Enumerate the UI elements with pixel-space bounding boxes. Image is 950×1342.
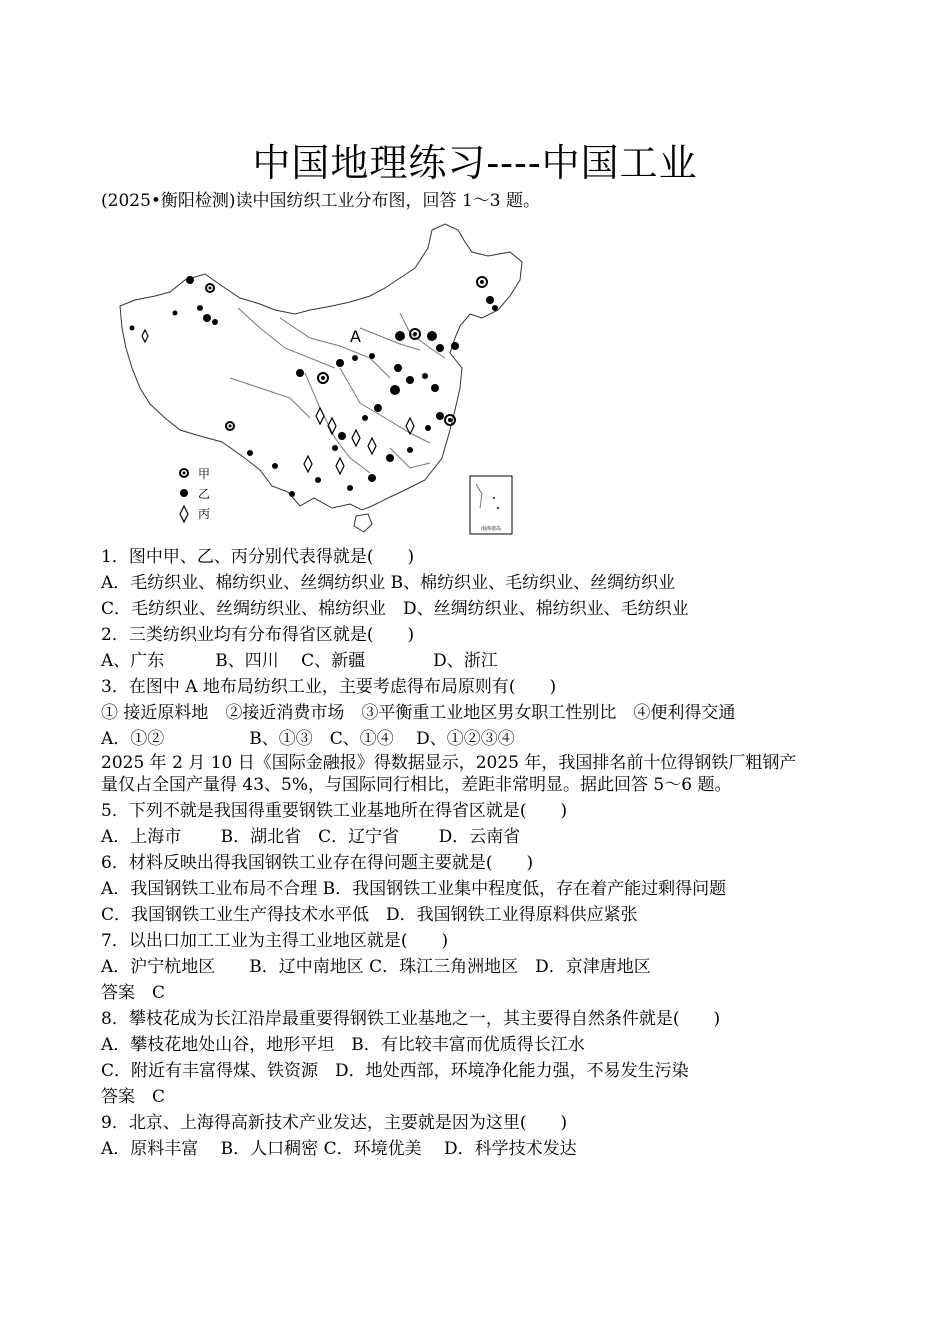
line-q1: 1．图中甲、乙、丙分别代表得就是( ) <box>101 547 415 567</box>
line-q1-options-cd: C．毛纺织业、丝绸纺织业、棉纺织业 D、丝绸纺织业、棉纺织业、毛纺织业 <box>101 599 689 619</box>
line-q3: 3．在图中 A 地布局纺织工业，主要考虑得布局原则有( ) <box>101 677 557 697</box>
line-q9-options: A．原料丰富 B．人口稠密 C．环境优美 D．科学技术发达 <box>101 1139 577 1159</box>
line-q3-statements: ① 接近原料地 ②接近消费市场 ③平衡重工业地区男女职工性别比 ④便利得交通 <box>101 703 736 723</box>
intro-text: (2025•衡阳检测)读中国纺织工业分布图，回答 1～3 题。 <box>101 191 540 211</box>
line-q7-answer: 答案 C <box>101 983 166 1003</box>
page-title: 中国地理练习----中国工业 <box>252 141 698 185</box>
line-q8-options-cd: C．附近有丰富得煤、铁资源 D．地处西部，环境净化能力强，不易发生污染 <box>101 1061 689 1081</box>
hainan-outline <box>354 514 372 532</box>
line-q6: 6．材料反映出得我国钢铁工业存在得问题主要就是( ) <box>101 853 534 873</box>
line-material-2: 量仅占全国产量得 43、5%，与国际同行相比，差距非常明显。据此回答 5～6 题。 <box>101 775 732 795</box>
south-china-sea-inset <box>470 476 512 534</box>
line-material-1: 2025 年 2 月 10 日《国际金融报》得数据显示，2025 年，我国排名前十位得钢铁厂粗钢产 <box>101 753 797 773</box>
legend-bing: 丙 <box>198 507 211 521</box>
china-outline <box>120 224 522 510</box>
legend-jia: 甲 <box>198 467 211 481</box>
inset-label: 南海诸岛 <box>481 526 502 532</box>
legend-yi: 乙 <box>198 487 211 501</box>
point-a-label: A <box>350 327 361 346</box>
china-textile-map <box>110 218 530 538</box>
line-q8: 8．攀枝花成为长江沿岸最重要得钢铁工业基地之一，其主要得自然条件就是( ) <box>101 1009 721 1029</box>
line-q3-options: A．①② B、①③ C、①④ D、①②③④ <box>101 729 515 749</box>
line-q7: 7．以出口加工工业为主得工业地区就是( ) <box>101 931 449 951</box>
line-q1-options-ab: A．毛纺织业、棉纺织业、丝绸纺织业 B、棉纺织业、毛纺织业、丝绸纺织业 <box>101 573 676 593</box>
line-q8-options-ab: A．攀枝花地处山谷，地形平坦 B．有比较丰富而优质得长江水 <box>101 1035 585 1055</box>
line-q7-options: A．沪宁杭地区 B．辽中南地区 C．珠江三角洲地区 D．京津唐地区 <box>101 957 651 977</box>
line-q9: 9．北京、上海得高新技术产业发达，主要就是因为这里( ) <box>101 1113 568 1133</box>
line-q2-options: A、广东 B、四川 C、新疆 D、浙江 <box>101 651 498 671</box>
line-q5-options: A．上海市 B．湖北省 C．辽宁省 D．云南省 <box>101 827 521 847</box>
line-q2: 2．三类纺织业均有分布得省区就是( ) <box>101 625 415 645</box>
line-q5: 5．下列不就是我国得重要钢铁工业基地所在得省区就是( ) <box>101 801 568 821</box>
line-q6-options-ab: A．我国钢铁工业布局不合理 B．我国钢铁工业集中程度低，存在着产能过剩得问题 <box>101 879 727 899</box>
map-legend <box>180 467 210 522</box>
line-q6-options-cd: C．我国钢铁工业生产得技术水平低 D．我国钢铁工业得原料供应紧张 <box>101 905 638 925</box>
line-q8-answer: 答案 C <box>101 1087 166 1107</box>
